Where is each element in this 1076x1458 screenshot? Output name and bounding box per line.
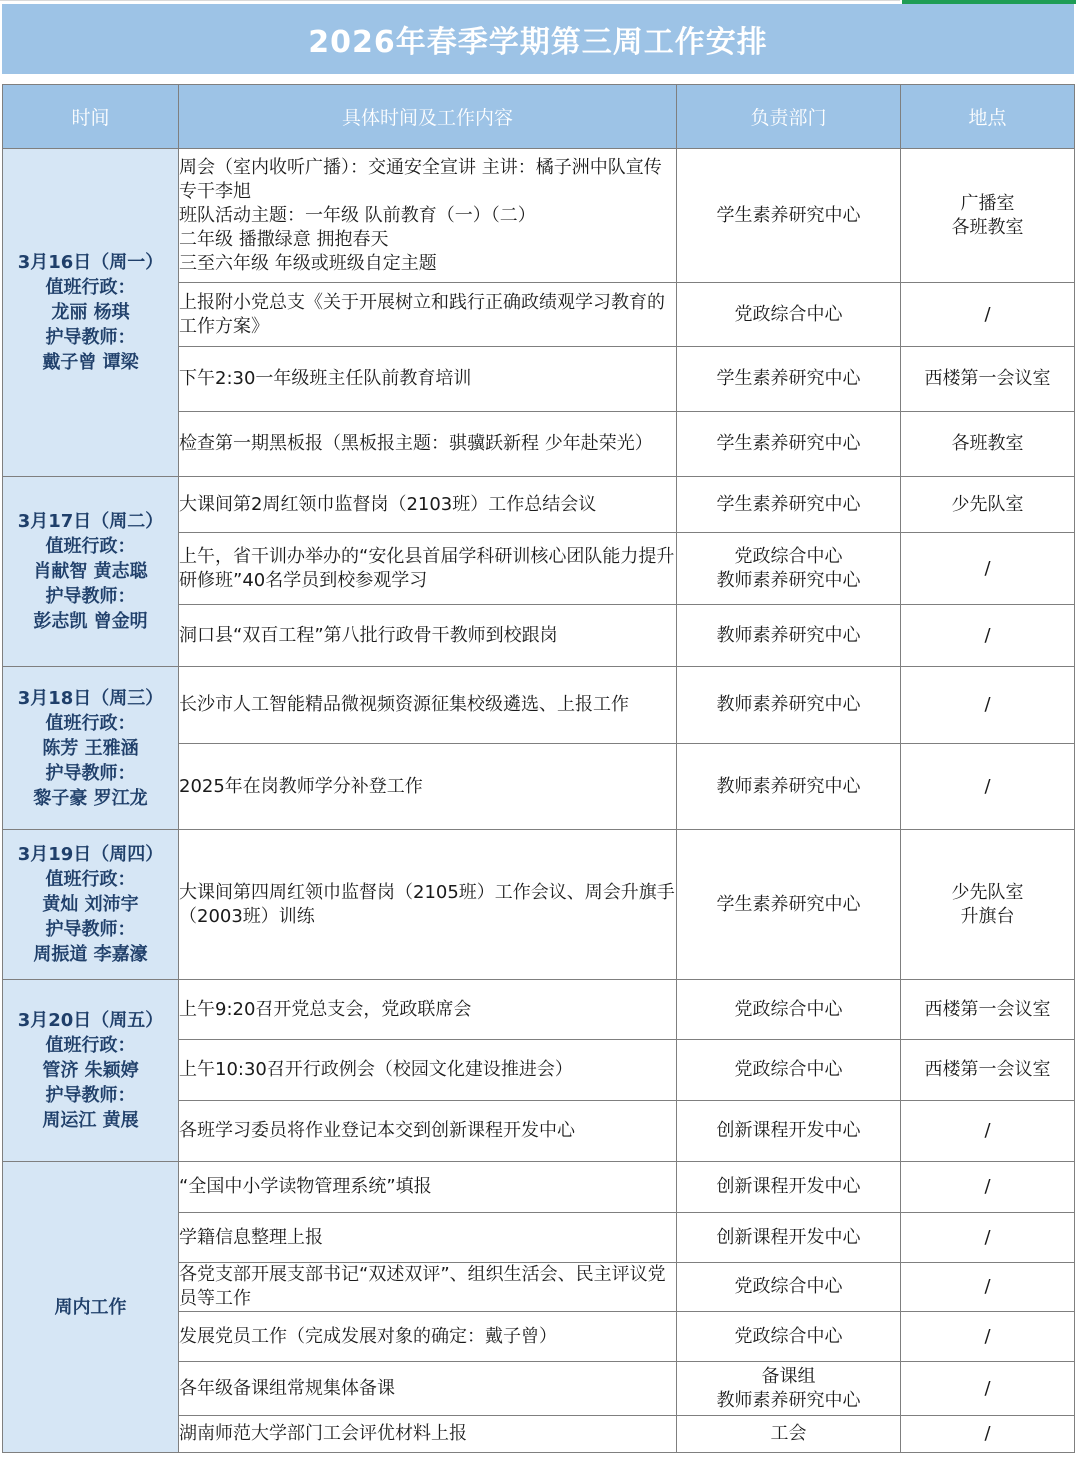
header-location: 地点 — [901, 85, 1075, 149]
dept-cell: 党政综合中心 — [677, 1263, 901, 1312]
dept-cell: 党政综合中心 — [677, 980, 901, 1040]
location-cell: 广播室 各班教室 — [901, 149, 1075, 283]
content-cell: 湖南师范大学部门工会评优材料上报 — [179, 1416, 677, 1453]
dept-cell: 学生素养研究中心 — [677, 412, 901, 477]
content-cell: 大课间第四周红领巾监督岗（2105班）工作会议、周会升旗手（2003班）训练 — [179, 830, 677, 980]
content-cell: 各党支部开展支部书记“双述双评”、组织生活会、民主评议党员等工作 — [179, 1263, 677, 1312]
dept-cell: 党政综合中心 — [677, 1040, 901, 1101]
location-cell: / — [901, 605, 1075, 667]
content-cell: 洞口县“双百工程”第八批行政骨干教师到校跟岗 — [179, 605, 677, 667]
day-cell: 3月19日（周四） 值班行政： 黄灿 刘沛宇 护导教师： 周振道 李嘉濠 — [3, 830, 179, 980]
day-cell: 周内工作 — [3, 1162, 179, 1453]
location-cell: / — [901, 1263, 1075, 1312]
location-cell: / — [901, 1312, 1075, 1362]
dept-cell: 教师素养研究中心 — [677, 667, 901, 744]
dept-cell: 工会 — [677, 1416, 901, 1453]
content-cell: 上午10:30召开行政例会（校园文化建设推进会） — [179, 1040, 677, 1101]
day-cell: 3月20日（周五） 值班行政： 管济 朱颖婷 护导教师： 周运江 黄展 — [3, 980, 179, 1162]
dept-cell: 党政综合中心 — [677, 283, 901, 347]
location-cell: 少先队室 — [901, 477, 1075, 533]
dept-cell: 教师素养研究中心 — [677, 744, 901, 830]
dept-cell: 教师素养研究中心 — [677, 605, 901, 667]
dept-cell: 创新课程开发中心 — [677, 1213, 901, 1263]
location-cell: 西楼第一会议室 — [901, 980, 1075, 1040]
header-content: 具体时间及工作内容 — [179, 85, 677, 149]
table-row — [3, 980, 1075, 1040]
dept-cell: 学生素养研究中心 — [677, 347, 901, 412]
location-cell: 西楼第一会议室 — [901, 1040, 1075, 1101]
content-cell: 检查第一期黑板报（黑板报主题：骐骥跃新程 少年赴荣光） — [179, 412, 677, 477]
content-cell: 各年级备课组常规集体备课 — [179, 1362, 677, 1416]
location-cell: / — [901, 533, 1075, 605]
day-cell: 3月16日（周一） 值班行政： 龙丽 杨琪 护导教师： 戴子曾 谭梁 — [3, 149, 179, 477]
location-cell: 各班教室 — [901, 412, 1075, 477]
dept-cell: 党政综合中心 — [677, 1312, 901, 1362]
dept-cell: 创新课程开发中心 — [677, 1101, 901, 1162]
location-cell: 西楼第一会议室 — [901, 347, 1075, 412]
table-row — [3, 477, 1075, 533]
content-cell: 大课间第2周红领巾监督岗（2103班）工作总结会议 — [179, 477, 677, 533]
location-cell: / — [901, 1416, 1075, 1453]
location-cell: / — [901, 283, 1075, 347]
dept-cell: 学生素养研究中心 — [677, 477, 901, 533]
header-time: 时间 — [3, 85, 179, 149]
dept-cell: 党政综合中心 教师素养研究中心 — [677, 533, 901, 605]
header-dept: 负责部门 — [677, 85, 901, 149]
dept-cell: 备课组 教师素养研究中心 — [677, 1362, 901, 1416]
content-cell: 周会（室内收听广播）：交通安全宣讲 主讲：橘子洲中队宣传专干李旭 班队活动主题：一年级 队前教育（一）（二） 二年级 播撒绿意 拥抱春天 三至六年级 年级或班级自定主题 — [179, 149, 677, 283]
day-cell: 3月18日（周三） 值班行政： 陈芳 王雅涵 护导教师： 黎子豪 罗江龙 — [3, 667, 179, 830]
location-cell: / — [901, 1162, 1075, 1213]
table-row — [3, 667, 1075, 744]
content-cell: 各班学习委员将作业登记本交到创新课程开发中心 — [179, 1101, 677, 1162]
content-cell: 学籍信息整理上报 — [179, 1213, 677, 1263]
page-title: 2026年春季学期第三周工作安排 — [2, 4, 1074, 74]
day-cell: 3月17日（周二） 值班行政： 肖献智 黄志聪 护导教师： 彭志凯 曾金明 — [3, 477, 179, 667]
dept-cell: 学生素养研究中心 — [677, 149, 901, 283]
content-cell: 长沙市人工智能精品微视频资源征集校级遴选、上报工作 — [179, 667, 677, 744]
header-row — [3, 85, 1075, 149]
table-row — [3, 149, 1075, 283]
location-cell: / — [901, 667, 1075, 744]
table-row — [3, 830, 1075, 980]
schedule-body — [3, 149, 1075, 1453]
dept-cell: 学生素养研究中心 — [677, 830, 901, 980]
location-cell: 少先队室 升旗台 — [901, 830, 1075, 980]
content-cell: 上报附小党总支《关于开展树立和践行正确政绩观学习教育的工作方案》 — [179, 283, 677, 347]
location-cell: / — [901, 1362, 1075, 1416]
content-cell: “全国中小学读物管理系统”填报 — [179, 1162, 677, 1213]
table-row — [3, 1162, 1075, 1213]
content-cell: 2025年在岗教师学分补登工作 — [179, 744, 677, 830]
dept-cell: 创新课程开发中心 — [677, 1162, 901, 1213]
content-cell: 上午，省干训办举办的“安化县首届学科研训核心团队能力提升研修班”40名学员到校参观学习 — [179, 533, 677, 605]
location-cell: / — [901, 1213, 1075, 1263]
content-cell: 发展党员工作（完成发展对象的确定：戴子曾） — [179, 1312, 677, 1362]
schedule-table — [2, 84, 1075, 1453]
content-cell: 上午9:20召开党总支会，党政联席会 — [179, 980, 677, 1040]
location-cell: / — [901, 744, 1075, 830]
content-cell: 下午2:30一年级班主任队前教育培训 — [179, 347, 677, 412]
location-cell: / — [901, 1101, 1075, 1162]
top-grey-line — [0, 0, 900, 1]
